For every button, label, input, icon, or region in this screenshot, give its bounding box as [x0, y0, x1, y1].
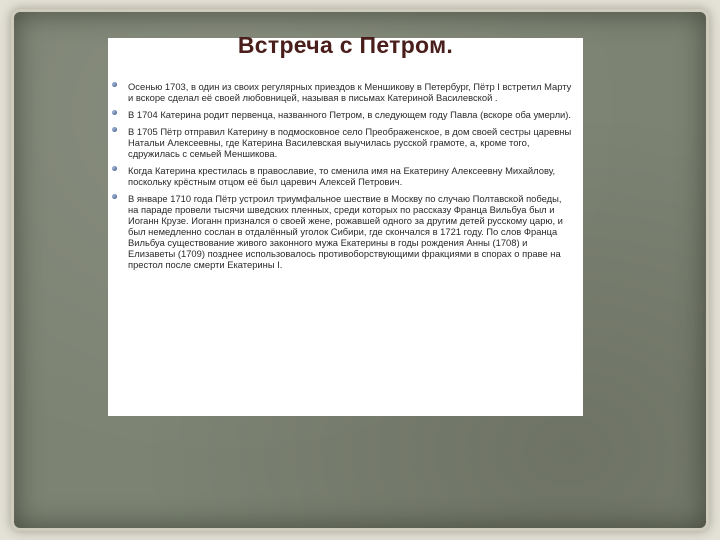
list-item	[128, 109, 574, 120]
bullet-icon	[112, 127, 117, 132]
bullet-text: В 1704 Катерина родит первенца, названного Петром, в следующем году Павла (вскоре оба умерли).	[128, 109, 572, 120]
bullet-text: Осенью 1703, в один из своих регулярных приездов к Меншикову в Петербург, Пётр I встретил Марту и вскоре сделал её своей любовницей, называя в письмах Катериной Василевской .	[128, 81, 572, 103]
bullet-list	[128, 81, 574, 276]
list-item	[128, 193, 574, 270]
bullet-icon	[112, 166, 117, 171]
list-item	[128, 81, 574, 103]
bullet-text: Когда Катерина крестилась в православие, то сменила имя на Екатерину Алексеевну Михайлову, поскольку крёстным отцом её был царевич Алексей Петрович.	[128, 165, 556, 187]
list-item	[128, 165, 574, 187]
bullet-text: В 1705 Пётр отправил Катерину в подмосковное село Преображенское, в дом своей сестры царевны Натальи Алексеевны, где Катерина Василевская выучилась русской грамоте, а, кроме того, сдружилась с семьей Меншикова.	[128, 126, 572, 159]
bullet-icon	[112, 110, 117, 115]
list-item	[128, 126, 574, 159]
bullet-icon	[112, 82, 117, 87]
bullet-text: В январе 1710 года Пётр устроил триумфальное шествие в Москву по случаю Полтавской победы, на параде провели тысячи шведских пленных, среди которых по рассказу Франца Вильбуа был и Иоганн Крузе. Иоганн признался о своей жене, рожавшей одного за другим детей русскому царю, и был немедленно сослан в отдалённый уголок Сибири, где скончался в 1721 году. По слов Франца Вильбуа существование живого законного мужа Екатерины в годы рождения Анны (1708) и Елизаветы (1709) позднее использовалось противоборствующими фракциями в спорах о праве на престол после смерти Екатерины I.	[128, 193, 563, 270]
slide-title: Встреча с Петром.	[237, 32, 454, 58]
textured-background	[14, 12, 706, 528]
bullet-icon	[112, 194, 117, 199]
slide-content	[108, 32, 583, 416]
